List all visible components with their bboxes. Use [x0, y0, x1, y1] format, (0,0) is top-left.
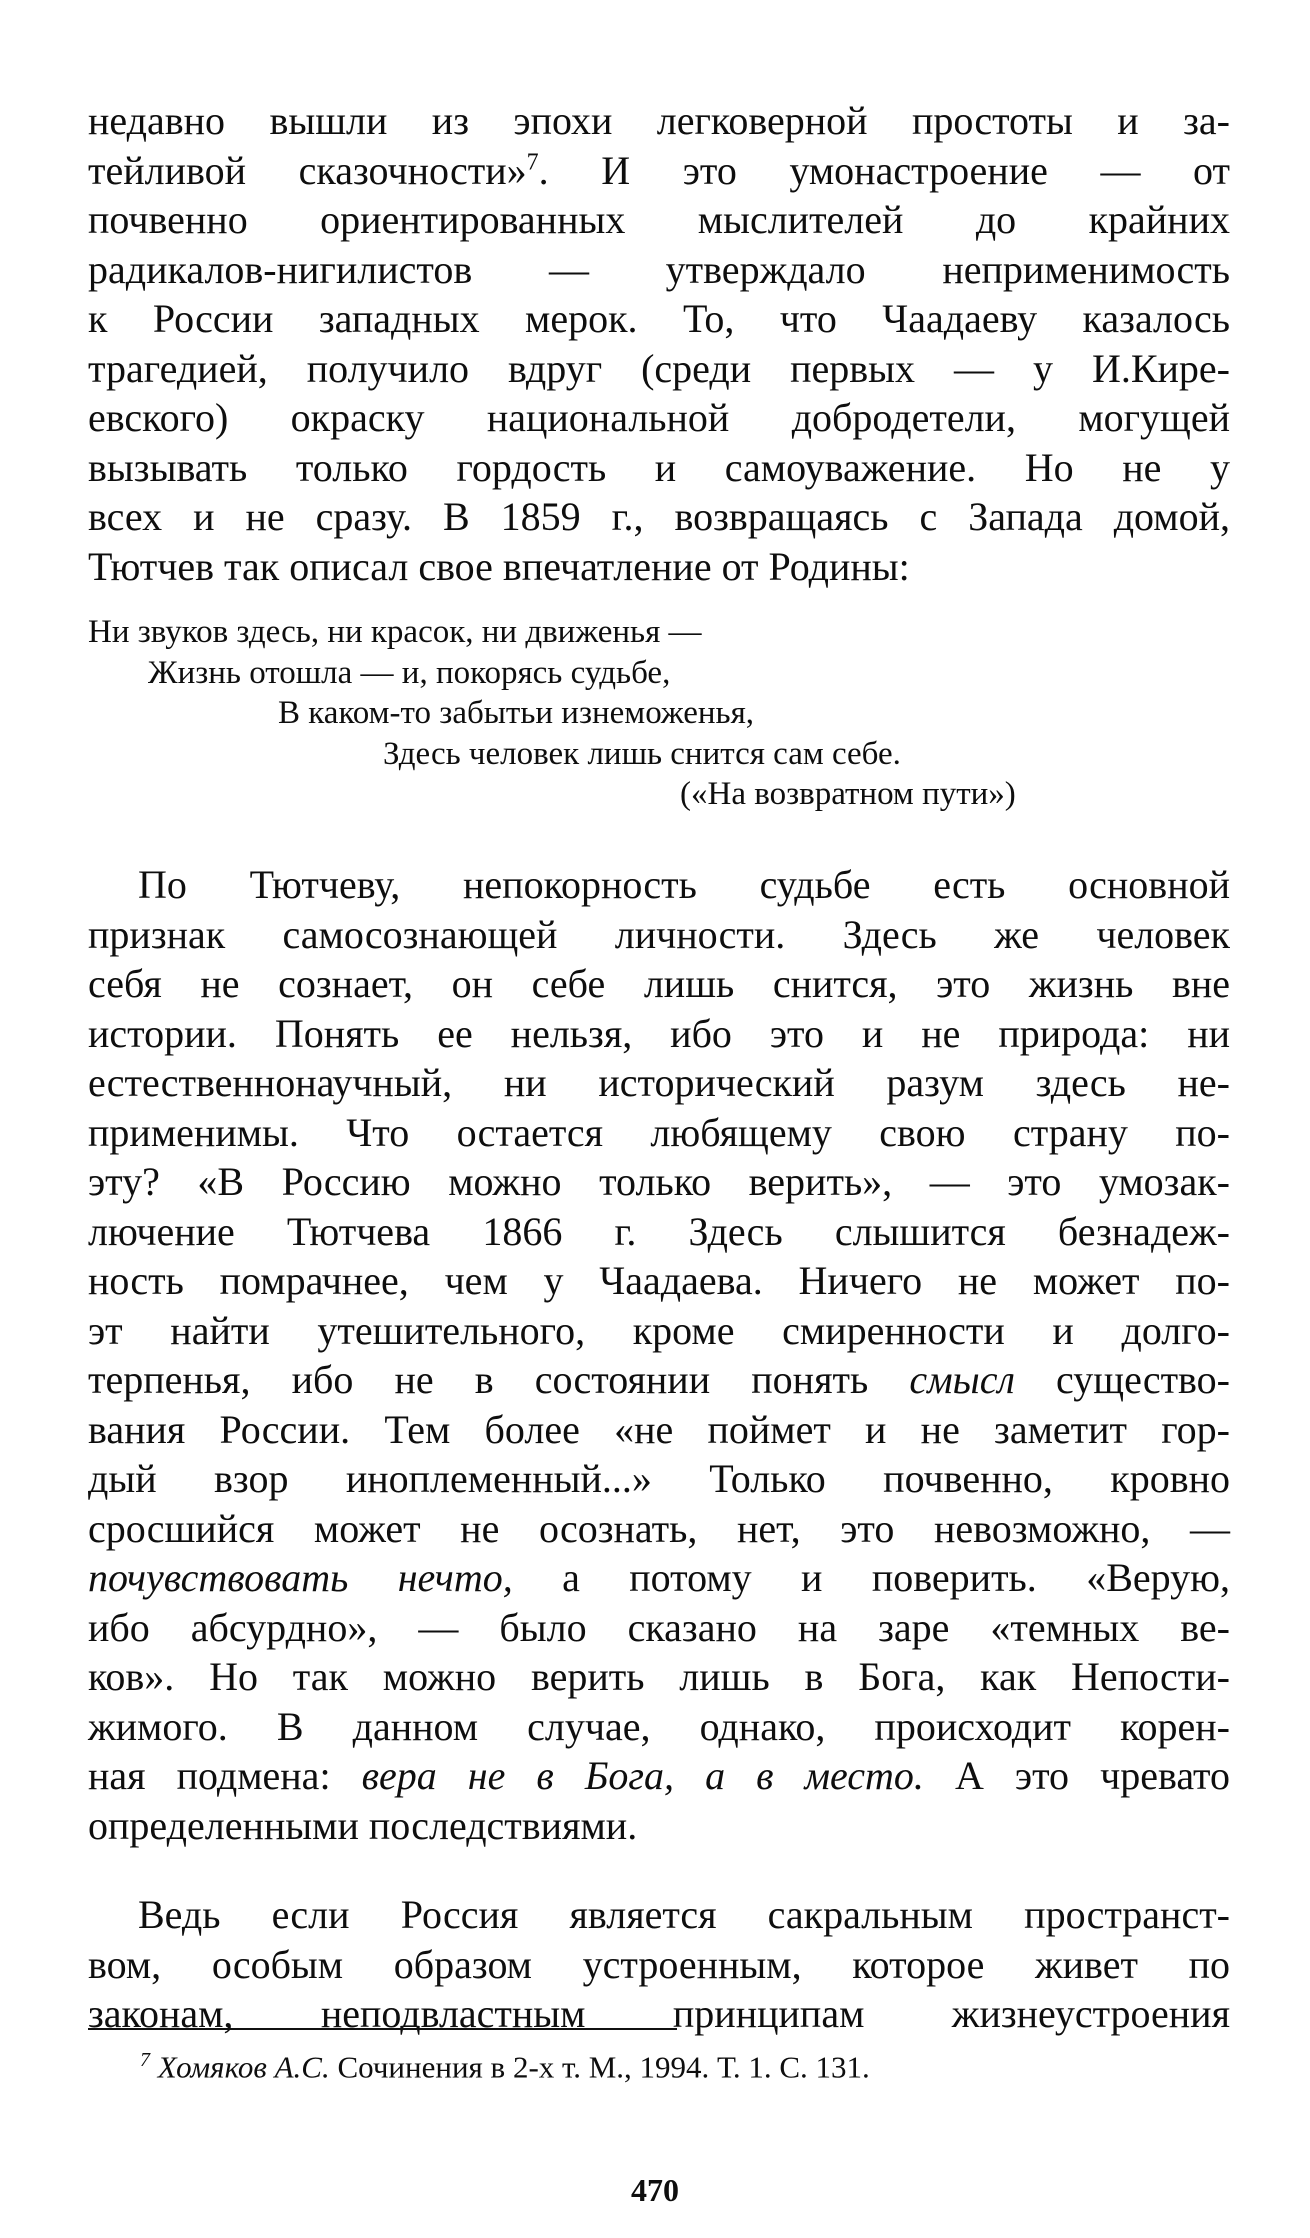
- text-line: истории. Понять ее нельзя, ибо это и не природа: ни: [88, 1010, 1230, 1056]
- text-line: [88, 1553, 1230, 1603]
- text-line: эту? «В Россию можно только верить», — это умозак-: [88, 1159, 1230, 1204]
- text-line: [88, 1751, 1230, 1801]
- text-line: [88, 1355, 1230, 1405]
- text-line: ибо абсурдно», — было сказано на заре «темных ве-: [88, 1604, 1230, 1650]
- poem-quote: [88, 612, 1230, 815]
- footnote: [140, 2040, 870, 2087]
- text-line: эт найти утешительного, кроме смиренности и долго-: [88, 1307, 1230, 1353]
- paragraph-1: [88, 96, 1230, 591]
- footnote-author: Хомяков А.С.: [157, 2049, 330, 2085]
- text-line: вания России. Тем более «не поймет и не заметит гор-: [88, 1406, 1230, 1452]
- text-line: вызывать только гордость и самоуважение. Но не у: [88, 444, 1230, 490]
- text-fragment: тейливой сказочности»: [88, 147, 527, 193]
- footnote-text: Сочинения в 2-х т. М., 1994. Т. 1. С. 131.: [329, 2049, 870, 2085]
- footnote-ref: 7: [526, 149, 539, 176]
- text-line: дый взор иноплеменный...» Только почвенно, кровно: [88, 1456, 1230, 1501]
- page-number: 470: [631, 2172, 679, 2208]
- italic-text: смысл: [909, 1357, 1015, 1402]
- text-line: естественнонаучный, ни исторический разум здесь не-: [88, 1060, 1230, 1105]
- text-line: признак самосознающей личности. Здесь же человек: [88, 911, 1230, 957]
- text-line: евского) окраску национальной добродетели, могущей: [88, 395, 1230, 440]
- text-line: законам, неподвластным принципам жизнеустроения: [88, 1991, 1230, 2036]
- text-line: [88, 146, 1230, 196]
- text-line: применимы. Что остается любящему свою страну по-: [88, 1109, 1230, 1155]
- text-line: По Тютчеву, непокорность судьбе есть основной: [138, 862, 1230, 907]
- text-line: трагедией, получило вдруг (среди первых — у И.Кире-: [88, 345, 1230, 391]
- text-fragment: терпенья, ибо не в состоянии понять: [88, 1357, 910, 1402]
- poem-line: Здесь человек лишь снится сам себе.: [383, 735, 901, 772]
- poem-line: Жизнь отошла — и, покорясь судьбе,: [148, 654, 671, 691]
- text-line: сросшийся может не осознать, нет, это невозможно, —: [88, 1505, 1230, 1551]
- text-line: Тютчев так описал свое впечатление от Родины:: [88, 543, 910, 589]
- text-fragment: . И это умонастроение — от: [538, 147, 1230, 193]
- text-line: почвенно ориентированных мыслителей до крайних: [88, 197, 1230, 242]
- text-fragment: а потому и поверить. «Верую,: [512, 1555, 1230, 1600]
- text-line: ков». Но так можно верить лишь в Бога, как Непости-: [88, 1654, 1230, 1699]
- italic-text: почувствовать нечто,: [88, 1555, 513, 1600]
- text-line: радикалов-нигилистов — утверждало неприменимость: [88, 246, 1230, 292]
- footnote-number: 7: [140, 2049, 150, 2071]
- poem-line: Ни звуков здесь, ни красок, ни движенья —: [88, 614, 702, 650]
- text-line: недавно вышли из эпохи легковерной простоты и за-: [88, 98, 1230, 143]
- text-fragment: А это чревато: [923, 1753, 1230, 1798]
- text-line: жимого. В данном случае, однако, происходит корен-: [88, 1703, 1230, 1749]
- text-line: всех и не сразу. В 1859 г., возвращаясь с Запада домой,: [88, 494, 1230, 539]
- footnote-divider: [88, 2028, 677, 2030]
- text-line: лючение Тютчева 1866 г. Здесь слышится безнадеж-: [88, 1208, 1230, 1254]
- poem-source: («На возвратном пути»): [680, 776, 1016, 812]
- text-line: вом, особым образом устроенным, которое живет по: [88, 1941, 1230, 1987]
- italic-text: вера не в Бога, а в место.: [361, 1753, 924, 1798]
- paragraph-3: [88, 1890, 1230, 2039]
- text-fragment: ная подмена:: [88, 1753, 362, 1798]
- text-line: ность помрачнее, чем у Чаадаева. Ничего не может по-: [88, 1258, 1230, 1303]
- text-line: определенными последствиями.: [88, 1802, 638, 1848]
- text-line: Ведь если Россия является сакральным пространст-: [138, 1892, 1230, 1937]
- text-line: к России западных мерок. То, что Чаадаеву казалось: [88, 296, 1230, 341]
- text-line: себя не сознает, он себе лишь снится, это жизнь вне: [88, 961, 1230, 1006]
- paragraph-2: [88, 860, 1230, 1850]
- text-fragment: существо-: [1014, 1357, 1230, 1402]
- poem-line: В каком-то забытьи изнеможенья,: [278, 695, 755, 731]
